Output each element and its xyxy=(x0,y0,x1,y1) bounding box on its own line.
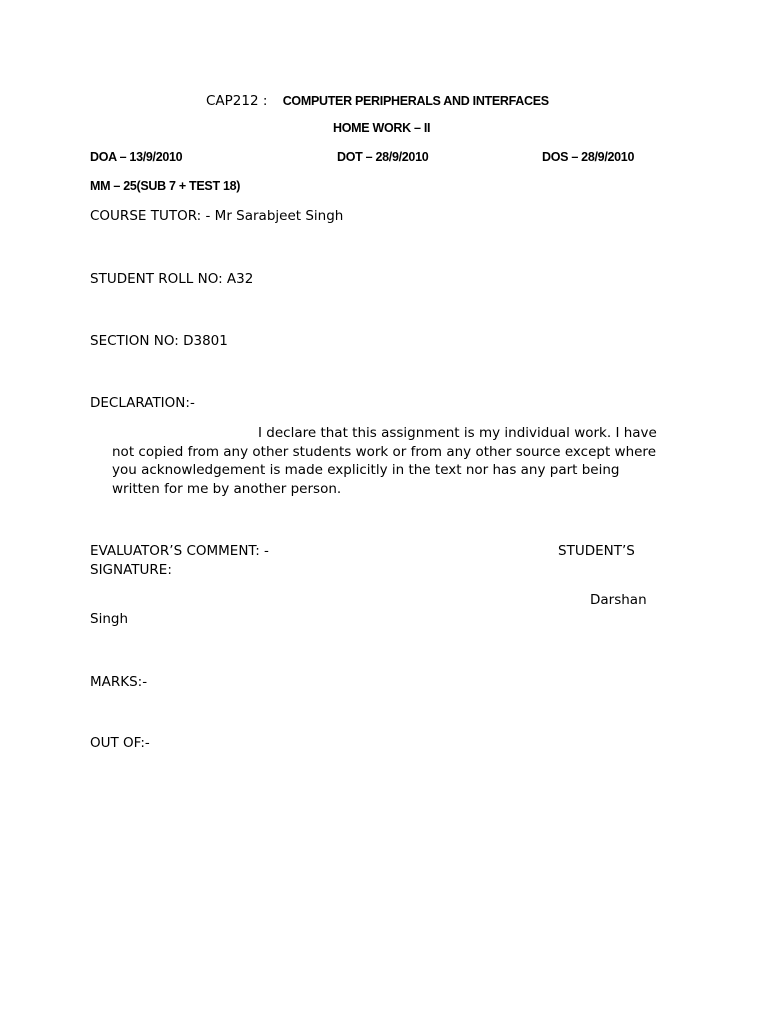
signature-label: SIGNATURE: xyxy=(90,562,172,578)
declaration-text xyxy=(112,424,682,498)
section-no: SECTION NO: D3801 xyxy=(90,333,228,349)
declaration-line: I declare that this assignment is my individual work. I have xyxy=(258,425,657,441)
declaration-line: written for me by another person. xyxy=(112,480,342,497)
date-of-assignment: DOA – 13/9/2010 xyxy=(90,150,183,164)
declaration-heading: DECLARATION:- xyxy=(90,395,195,411)
student-signature-label: STUDENT’S xyxy=(558,543,635,559)
max-marks: MM – 25(SUB 7 + TEST 18) xyxy=(90,179,241,193)
declaration-line: you acknowledgement is made explicitly in the text nor has any part being xyxy=(112,462,620,478)
evaluator-comment-label: EVALUATOR’S COMMENT: - xyxy=(90,543,269,559)
student-roll-no: STUDENT ROLL NO: A32 xyxy=(90,271,254,287)
date-of-test: DOT – 28/9/2010 xyxy=(337,150,429,164)
course-tutor: COURSE TUTOR: - Mr Sarabjeet Singh xyxy=(90,208,344,224)
course-title xyxy=(206,90,549,109)
marks-label: MARKS:- xyxy=(90,674,148,690)
declaration-line: not copied from any other students work or from any other source except where xyxy=(112,443,656,460)
student-first-name: Darshan xyxy=(590,592,647,608)
course-name: COMPUTER PERIPHERALS AND INTERFACES xyxy=(282,94,549,108)
course-code: CAP212 : xyxy=(206,93,268,109)
out-of-label: OUT OF:- xyxy=(90,735,150,751)
homework-title: HOME WORK – II xyxy=(333,121,431,135)
student-last-name: Singh xyxy=(90,611,129,627)
date-of-submission: DOS – 28/9/2010 xyxy=(542,150,635,164)
